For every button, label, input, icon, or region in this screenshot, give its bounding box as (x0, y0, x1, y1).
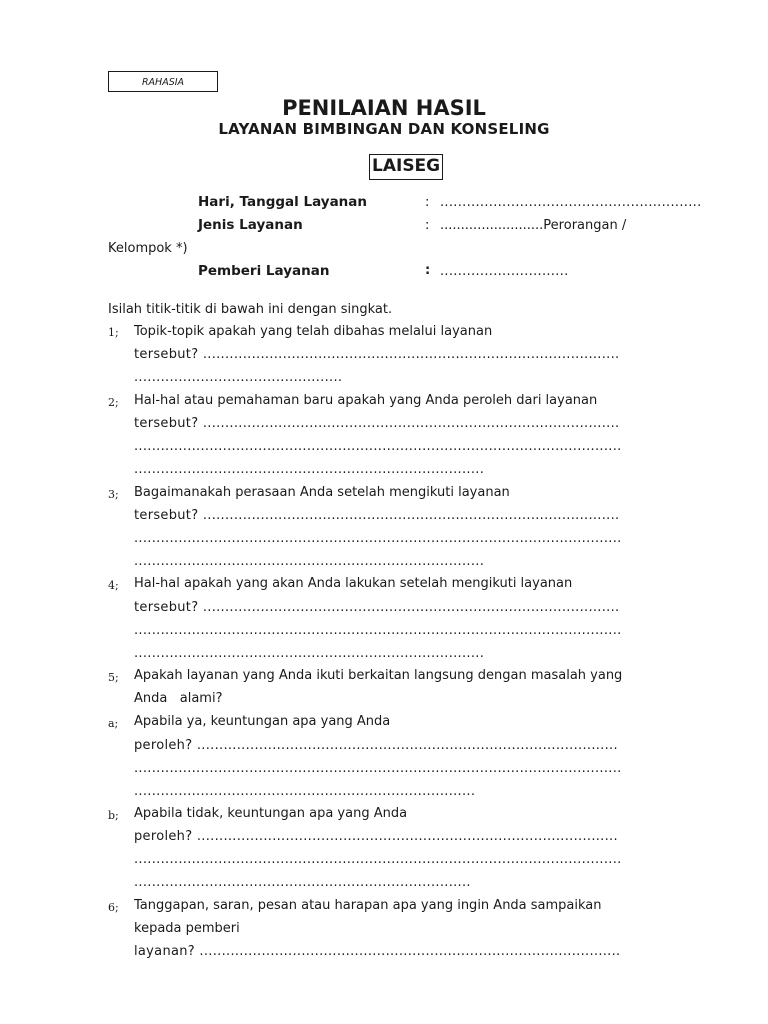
field-colon-pemberi: : (425, 263, 431, 278)
answer-line[interactable]: ............................................................................ (134, 875, 471, 890)
field-label-pemberi: Pemberi Layanan (198, 263, 330, 279)
question-number: 6; (108, 901, 119, 914)
question-text: Hal-hal apakah yang akan Anda lakukan setelah mengikuti layanan (134, 576, 573, 591)
answer-line[interactable]: peroleh? ............................................................................................... (134, 738, 618, 753)
answer-line[interactable]: .............................................................................................................. (134, 439, 622, 454)
answer-line[interactable]: ............................................................................... (134, 554, 485, 569)
question-number: 3; (108, 488, 119, 501)
field-colon-hari: : (425, 195, 430, 210)
field-label-hari: Hari, Tanggal Layanan (198, 194, 368, 210)
answer-line[interactable]: tersebut? .............................................................................................. (134, 416, 620, 431)
answer-line[interactable]: .............................................................................................................. (134, 852, 622, 867)
question-text: Apabila tidak, keuntungan apa yang Anda (134, 806, 408, 821)
answer-line[interactable]: tersebut? .............................................................................................. (134, 347, 620, 362)
answer-line[interactable]: ............................................................................. (134, 784, 476, 799)
answer-line[interactable]: .............................................................................................................. (134, 531, 622, 546)
field-input-pemberi[interactable]: ............................. (440, 264, 569, 279)
field-input-hari[interactable]: ........................................................... (440, 195, 702, 210)
question-text: Bagaimanakah perasaan Anda setelah mengikuti layanan (134, 485, 510, 500)
question-number: 1; (108, 326, 119, 339)
confidential-badge: RAHASIA (108, 71, 218, 92)
question-number: a; (108, 717, 119, 730)
answer-line[interactable]: .............................................................................................................. (134, 761, 622, 776)
answer-line[interactable]: ............................................... (134, 370, 343, 385)
answer-line[interactable]: ............................................................................... (134, 646, 485, 661)
form-code-box: LAISEG (369, 154, 443, 180)
question-text-continued: Anda alami? (134, 691, 223, 706)
field-jenis-continued: Kelompok *) (108, 241, 188, 256)
page-subtitle: LAYANAN BIMBINGAN DAN KONSELING (218, 120, 550, 138)
question-number: 2; (108, 396, 119, 409)
page-title: PENILAIAN HASIL (282, 96, 486, 120)
answer-line[interactable]: peroleh? ............................................................................................... (134, 829, 618, 844)
question-text: Apakah layanan yang Anda ikuti berkaitan langsung dengan masalah yang (134, 668, 623, 683)
question-number: 5; (108, 671, 119, 684)
answer-line[interactable]: .............................................................................................................. (134, 623, 622, 638)
question-number: 4; (108, 579, 119, 592)
instruction-text: Isilah titik-titik di bawah ini dengan singkat. (108, 302, 393, 317)
question-text: Topik-topik apakah yang telah dibahas melalui layanan (134, 324, 493, 339)
question-text: Tanggapan, saran, pesan atau harapan apa yang ingin Anda sampaikan (134, 898, 602, 913)
question-text-continued: kepada pemberi (134, 921, 240, 936)
question-number: b; (108, 809, 119, 822)
question-text: Apabila ya, keuntungan apa yang Anda (134, 714, 391, 729)
answer-line[interactable]: ............................................................................... (134, 462, 485, 477)
field-input-jenis[interactable]: .........................Perorangan / (440, 218, 627, 233)
field-colon-jenis: : (425, 218, 430, 233)
answer-line[interactable]: tersebut? .............................................................................................. (134, 508, 620, 523)
question-text: Hal-hal atau pemahaman baru apakah yang Anda peroleh dari layanan (134, 393, 598, 408)
field-label-jenis: Jenis Layanan (198, 217, 303, 233)
answer-line[interactable]: tersebut? .............................................................................................. (134, 600, 620, 615)
answer-line[interactable]: layanan? ............................................................................................... (134, 944, 621, 959)
